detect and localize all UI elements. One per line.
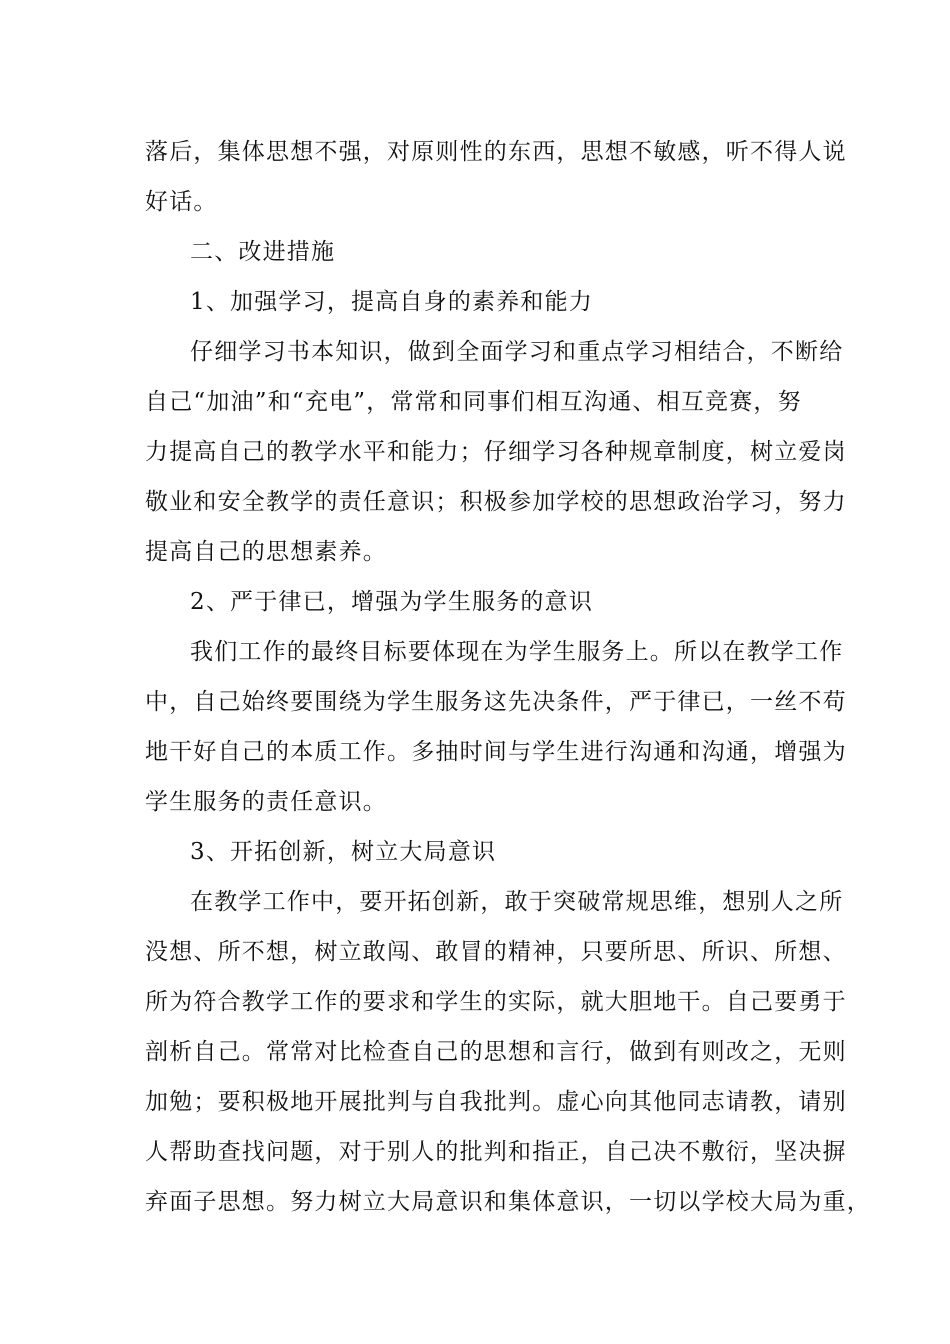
paragraph-line: 自己“加油”和“充电”，常常和同事们相互沟通、相互竞赛，努 [145, 389, 802, 415]
subsection-heading: 3、开拓创新，树立大局意识 [190, 839, 497, 865]
subsection-heading: 1、加强学习，提高自身的素养和能力 [190, 289, 594, 315]
paragraph-line: 力提高自己的教学水平和能力；仔细学习各种规章制度，树立爱岗 [145, 439, 847, 465]
paragraph-line: 落后，集体思想不强，对原则性的东西，思想不敏感，听不得人说 [145, 139, 847, 165]
section-heading: 二、改进措施 [190, 239, 336, 265]
paragraph-line: 人帮助查找问题，对于别人的批判和指正，自己决不敷衍，坚决摒 [145, 1139, 847, 1165]
paragraph-line: 在教学工作中，要开拓创新，敢于突破常规思维，想别人之所 [190, 889, 844, 915]
paragraph-line: 提高自己的思想素养。 [145, 539, 387, 565]
paragraph-line: 敬业和安全教学的责任意识；积极参加学校的思想政治学习，努力 [145, 489, 847, 515]
paragraph-line: 弃面子思想。努力树立大局意识和集体意识，一切以学校大局为重， [145, 1189, 871, 1215]
paragraph-line: 我们工作的最终目标要体现在为学生服务上。所以在教学工作 [190, 639, 844, 665]
paragraph-line: 中，自己始终要围绕为学生服务这先决条件，严于律已，一丝不苟 [145, 689, 847, 715]
paragraph-line: 剖析自己。常常对比检查自己的思想和言行，做到有则改之，无则 [145, 1039, 847, 1065]
paragraph-line: 所为符合教学工作的要求和学生的实际，就大胆地干。自己要勇于 [145, 989, 847, 1015]
paragraph-line: 好话。 [145, 189, 218, 215]
paragraph-line: 没想、所不想，树立敢闯、敢冒的精神，只要所思、所识、所想、 [145, 939, 847, 965]
paragraph-line: 加勉；要积极地开展批判与自我批判。虚心向其他同志请教，请别 [145, 1089, 847, 1115]
subsection-heading: 2、严于律已，增强为学生服务的意识 [190, 589, 594, 615]
paragraph-line: 地干好自己的本质工作。多抽时间与学生进行沟通和沟通，增强为 [145, 739, 847, 765]
paragraph-line: 学生服务的责任意识。 [145, 789, 387, 815]
paragraph-line: 仔细学习书本知识，做到全面学习和重点学习相结合，不断给 [190, 339, 844, 365]
